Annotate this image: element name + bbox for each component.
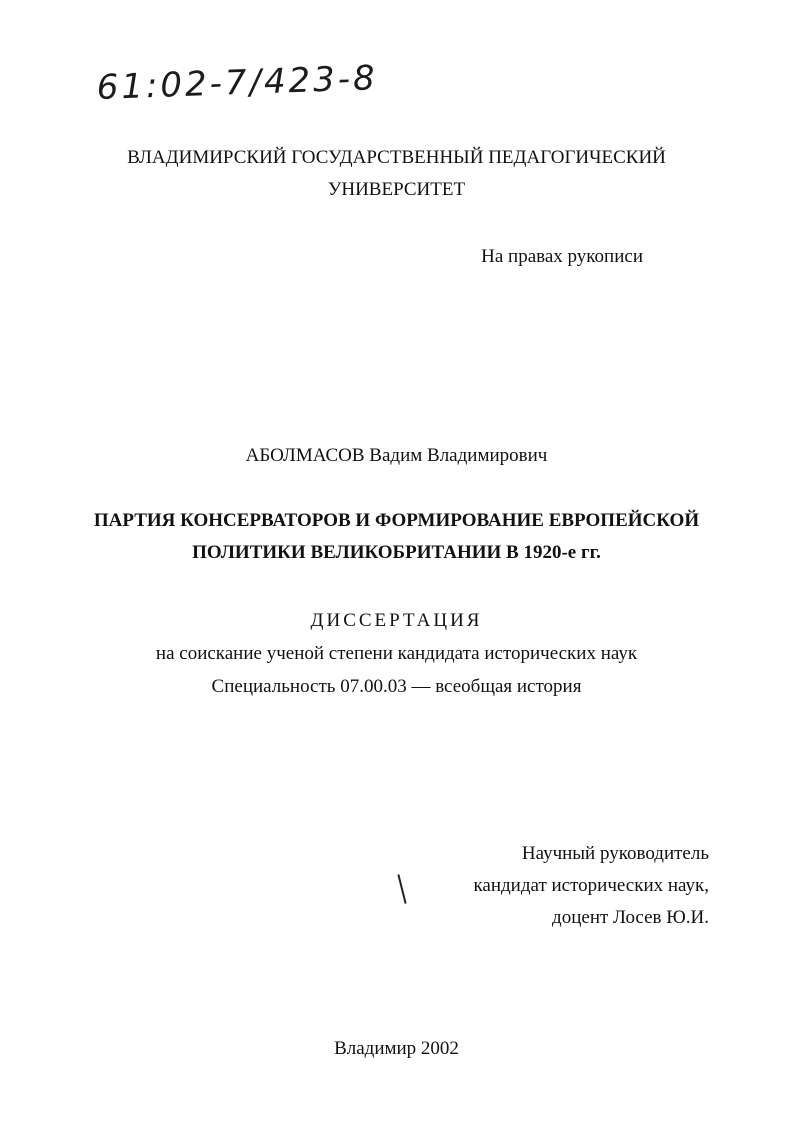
dissertation-title-line2: ПОЛИТИКИ ВЕЛИКОБРИТАНИИ В 1920-е гг. [192,542,601,563]
supervisor-degree: кандидат исторических наук, [473,875,709,896]
dissertation-heading: ДИССЕРТАЦИЯ [310,610,483,631]
university-name-line1: ВЛАДИМИРСКИЙ ГОСУДАРСТВЕННЫЙ ПЕДАГОГИЧЕСКИЙ [127,147,666,168]
supervisor-role: Научный руководитель [521,843,709,864]
dissertation-title-line1: ПАРТИЯ КОНСЕРВАТОРОВ И ФОРМИРОВАНИЕ ЕВРОПЕЙСКОЙ [93,510,700,531]
city-year: Владимир 2002 [334,1038,459,1059]
supervisor-name: доцент Лосев Ю.И. [552,907,709,928]
archive-number-handwritten: 61:02-7/423-8 [96,58,379,108]
specialty: Специальность 07.00.03 — всеобщая история [211,676,582,697]
manuscript-note: На правах рукописи [481,246,643,267]
pen-mark [397,874,406,904]
author-name: АБОЛМАСОВ Вадим Владимирович [245,445,548,466]
university-name-line2: УНИВЕРСИТЕТ [327,179,466,200]
degree-purpose: на соискание ученой степени кандидата исторических наук [155,643,638,664]
